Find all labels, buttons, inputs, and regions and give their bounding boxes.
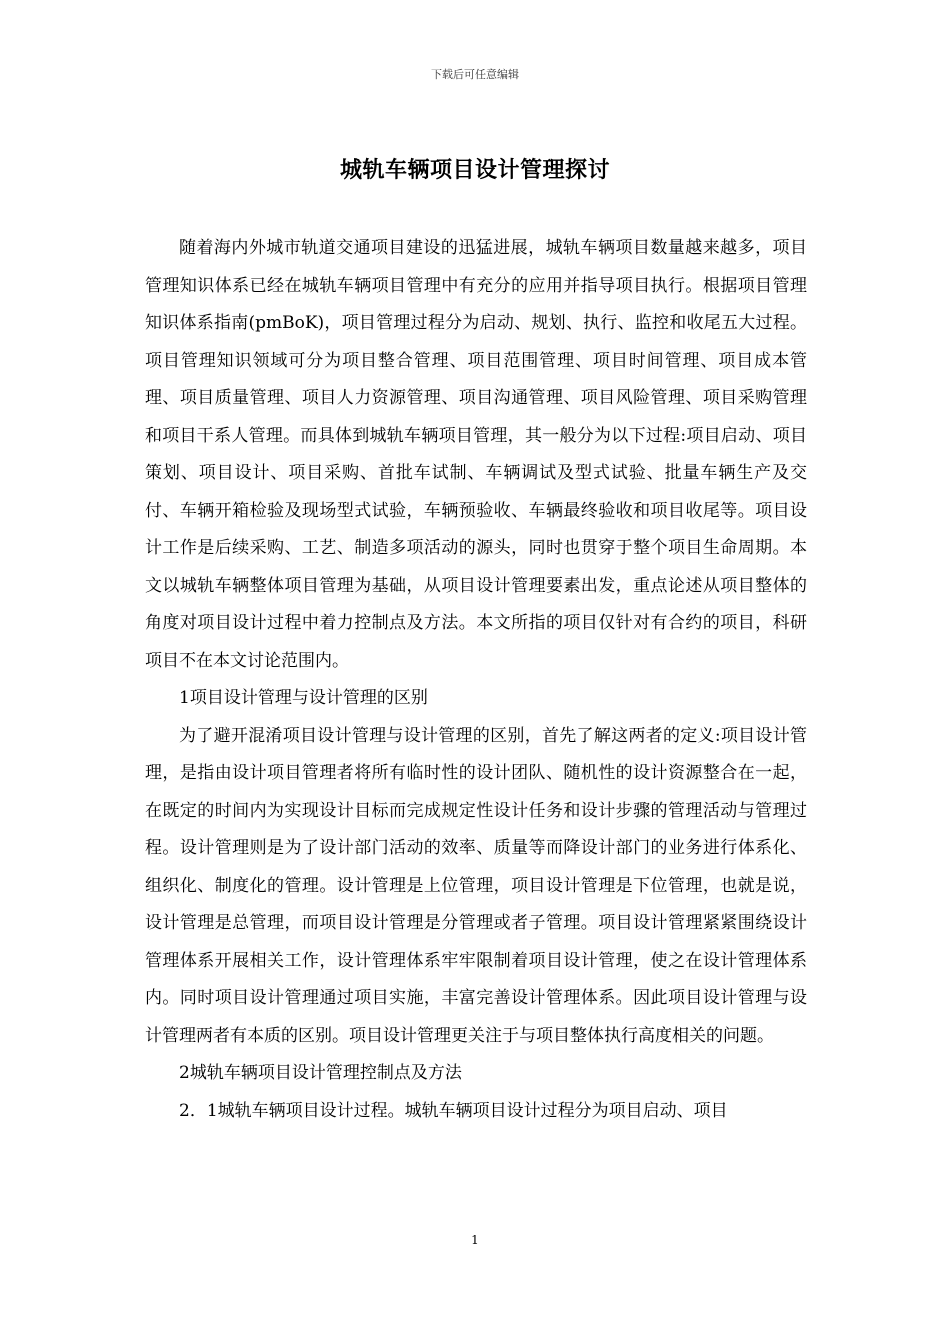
document-title: 城轨车辆项目设计管理探讨 (339, 158, 610, 183)
paragraph-intro: 随着海内外城市轨道交通项目建设的迅猛进展，城轨车辆项目数量越来越多，项目管理知识体系已经在城轨车辆项目管理中有充分的应用并指导项目执行。根据项目管理知识体系指南(pmBoK)，项目管理过程分为启动、规划、执行、监控和收尾五大过程。项目管理知识领域可分为项目整合管理、项目范围管理、项目时间管理、项目成本管理、项目质量管理、项目人力资源管理、项目沟通管理、项目风险管理、项目采购管理和项目干系人管理。而具体到城轨车辆项目管理，其一般分为以下过程:项目启动、项目策划、项目设计、项目采购、首批车试制、车辆调试及型式试验、批量车辆生产及交付、车辆开箱检验及现场型式试验，车辆预验收、车辆最终验收和项目收尾等。项目设计工作是后续采购、工艺、制造多项活动的源头，同时也贯穿于整个项目生命周期。本文以城轨车辆整体项目管理为基础，从项目设计管理要素出发，重点论述从项目整体的角度对项目设计过程中着力控制点及方法。本文所指的项目仅针对有合约的项目，科研项目不在本文讨论范围内。 (145, 238, 807, 671)
page-number: 1 (471, 1233, 479, 1247)
section-heading-2: 2城轨车辆项目设计管理控制点及方法 (179, 1063, 462, 1083)
paragraph-section-1: 为了避开混淆项目设计管理与设计管理的区别，首先了解这两者的定义:项目设计管理，是指由设计项目管理者将所有临时性的设计团队、随机性的设计资源整合在一起，在既定的时间内为实现设计目标而完成规定性设计任务和设计步骤的管理活动与管理过程。设计管理则是为了设计部门活动的效率、质量等而降设计部门的业务进行体系化、组织化、制度化的管理。设计管理是上位管理，项目设计管理是下位管理，也就是说，设计管理是总管理，而项目设计管理是分管理或者子管理。项目设计管理紧紧围绕设计管理体系开展相关工作，设计管理体系牢牢限制着项目设计管理，使之在设计管理体系内。同时项目设计管理通过项目实施，丰富完善设计管理体系。因此项目设计管理与设计管理两者有本质的区别。项目设计管理更关注于与项目整体执行高度相关的问题。 (145, 725, 807, 1046)
section-heading-1: 1项目设计管理与设计管理的区别 (179, 688, 428, 708)
paragraph-section-2-1: 2．1城轨车辆项目设计过程。城轨车辆项目设计过程分为项目启动、项目 (179, 1100, 728, 1121)
page-header-note: 下载后可任意编辑 (431, 68, 519, 81)
document-body (145, 230, 807, 1130)
